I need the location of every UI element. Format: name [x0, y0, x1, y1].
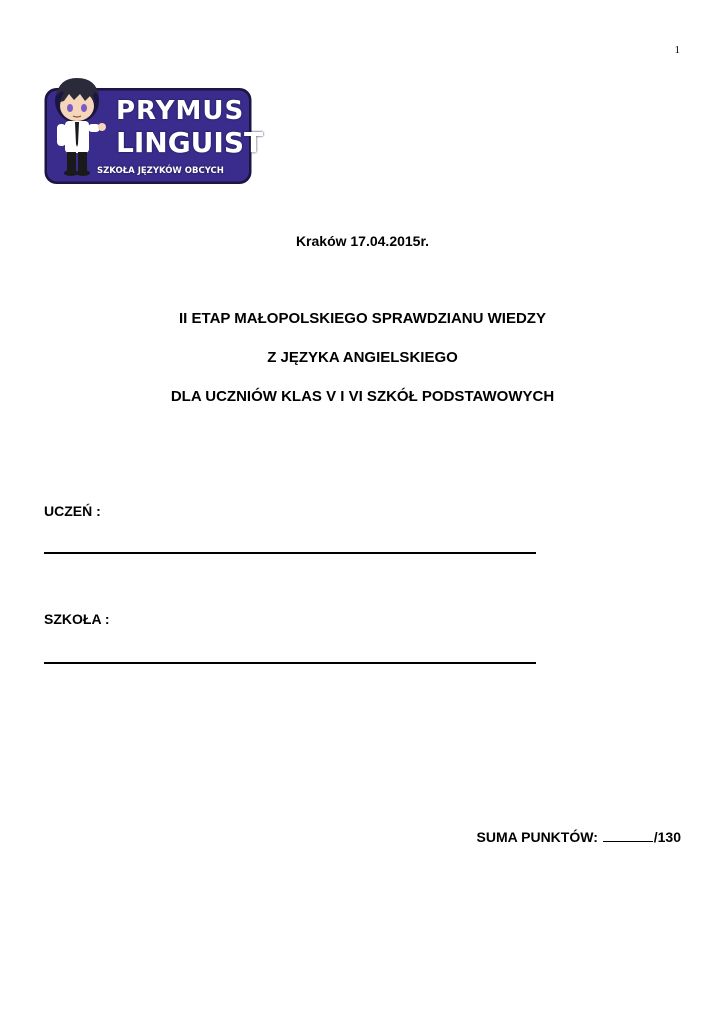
school-label: SZKOŁA : — [44, 611, 110, 627]
logo-tagline: SZKOŁA JĘZYKÓW OBCYCH — [97, 166, 224, 176]
title-line-3: DLA UCZNIÓW KLAS V I VI SZKÓŁ PODSTAWOWYCH — [170, 388, 555, 405]
logo-title: PRYMUS — [116, 96, 245, 126]
school-logo — [43, 74, 264, 186]
score-total — [477, 828, 681, 845]
score-blank[interactable] — [603, 828, 653, 842]
page-number: 1 — [674, 44, 680, 56]
title-line-2: Z JĘZYKA ANGIELSKIEGO — [267, 349, 458, 366]
logo-subtitle: LINGUIST — [116, 126, 264, 159]
score-max: /130 — [653, 829, 681, 845]
student-label: UCZEŃ : — [44, 503, 101, 519]
document-date: Kraków 17.04.2015r. — [295, 233, 430, 249]
school-name-line[interactable] — [44, 662, 536, 664]
student-name-line[interactable] — [44, 552, 536, 554]
title-line-1: II ETAP MAŁOPOLSKIEGO SPRAWDZIANU WIEDZY — [179, 310, 546, 327]
score-label: SUMA PUNKTÓW: — [476, 829, 598, 845]
